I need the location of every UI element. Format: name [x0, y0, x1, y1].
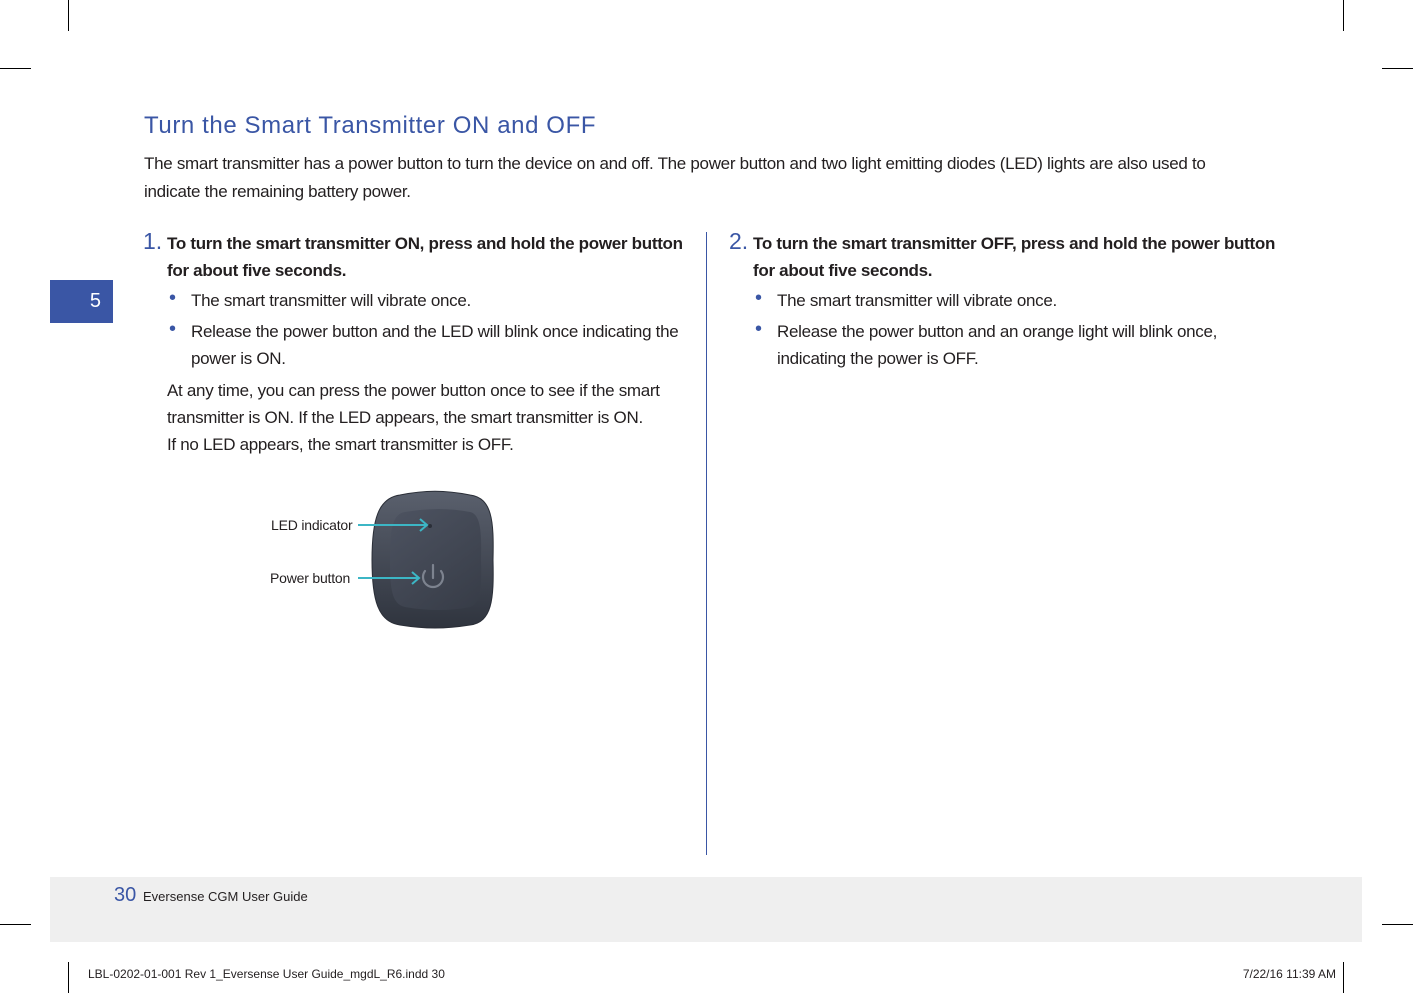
step-note: At any time, you can press the power button once to see if the smart transmitter is ON. If the LED appears, the smart transmitter is ON. If no LED appears, the smart transmitter is OFF.: [167, 381, 660, 454]
list-item: [167, 287, 683, 314]
crop-mark: [1343, 0, 1344, 31]
guide-name: Eversense CGM User Guide: [143, 889, 308, 904]
transmitter-figure: [260, 490, 510, 635]
led-indicator-label: LED indicator: [271, 517, 353, 533]
crop-mark: [0, 68, 31, 69]
list-item: [753, 287, 1289, 314]
power-button-label: Power button: [270, 570, 351, 586]
footer-band: [50, 877, 1362, 942]
step-2: [729, 228, 1289, 376]
page-number: 30: [114, 884, 137, 906]
bullet-text: Release the power button and an orange light will blink once, indicating the power is OFF.: [777, 322, 1218, 368]
bullet-text: The smart transmitter will vibrate once.: [777, 291, 1057, 310]
list-item: [167, 318, 683, 372]
bullet-text: The smart transmitter will vibrate once.: [191, 291, 471, 310]
led-indicator: [428, 524, 432, 528]
crop-mark: [1343, 962, 1344, 993]
chapter-tab: 5: [50, 280, 113, 323]
bullet-icon: •: [169, 318, 176, 340]
intro-paragraph: The smart transmitter has a power button to turn the device on and off. The power button and two light emitting diodes (LED) lights are also used to indicate the remaining battery power.: [144, 154, 1206, 201]
step-heading: To turn the smart transmitter ON, press and hold the power button for about five seconds.: [167, 234, 683, 280]
slug-file: LBL-0202-01-001 Rev 1_Eversense User Guide_mgdL_R6.indd 30: [88, 967, 445, 981]
bullet-list: [753, 287, 1289, 372]
crop-mark: [0, 924, 31, 925]
step-number: 1.: [143, 228, 163, 254]
bullet-icon: •: [169, 287, 176, 309]
list-item: [753, 318, 1289, 372]
bullet-icon: •: [755, 318, 762, 340]
page-title: Turn the Smart Transmitter ON and OFF: [144, 112, 597, 139]
crop-mark: [68, 0, 69, 31]
crop-mark: [1382, 924, 1413, 925]
transmitter-illustration: [260, 490, 510, 635]
step-number: 2.: [729, 228, 749, 254]
crop-mark: [1382, 68, 1413, 69]
column-divider: [706, 232, 707, 855]
bullet-icon: •: [755, 287, 762, 309]
bullet-text: Release the power button and the LED will blink once indicating the power is ON.: [191, 322, 679, 368]
slug-datetime: 7/22/16 11:39 AM: [1242, 967, 1336, 981]
step-1: [143, 228, 683, 458]
bullet-list: [167, 287, 683, 372]
step-heading: To turn the smart transmitter OFF, press and hold the power button for about five seconds.: [753, 234, 1276, 280]
crop-mark: [68, 962, 69, 993]
